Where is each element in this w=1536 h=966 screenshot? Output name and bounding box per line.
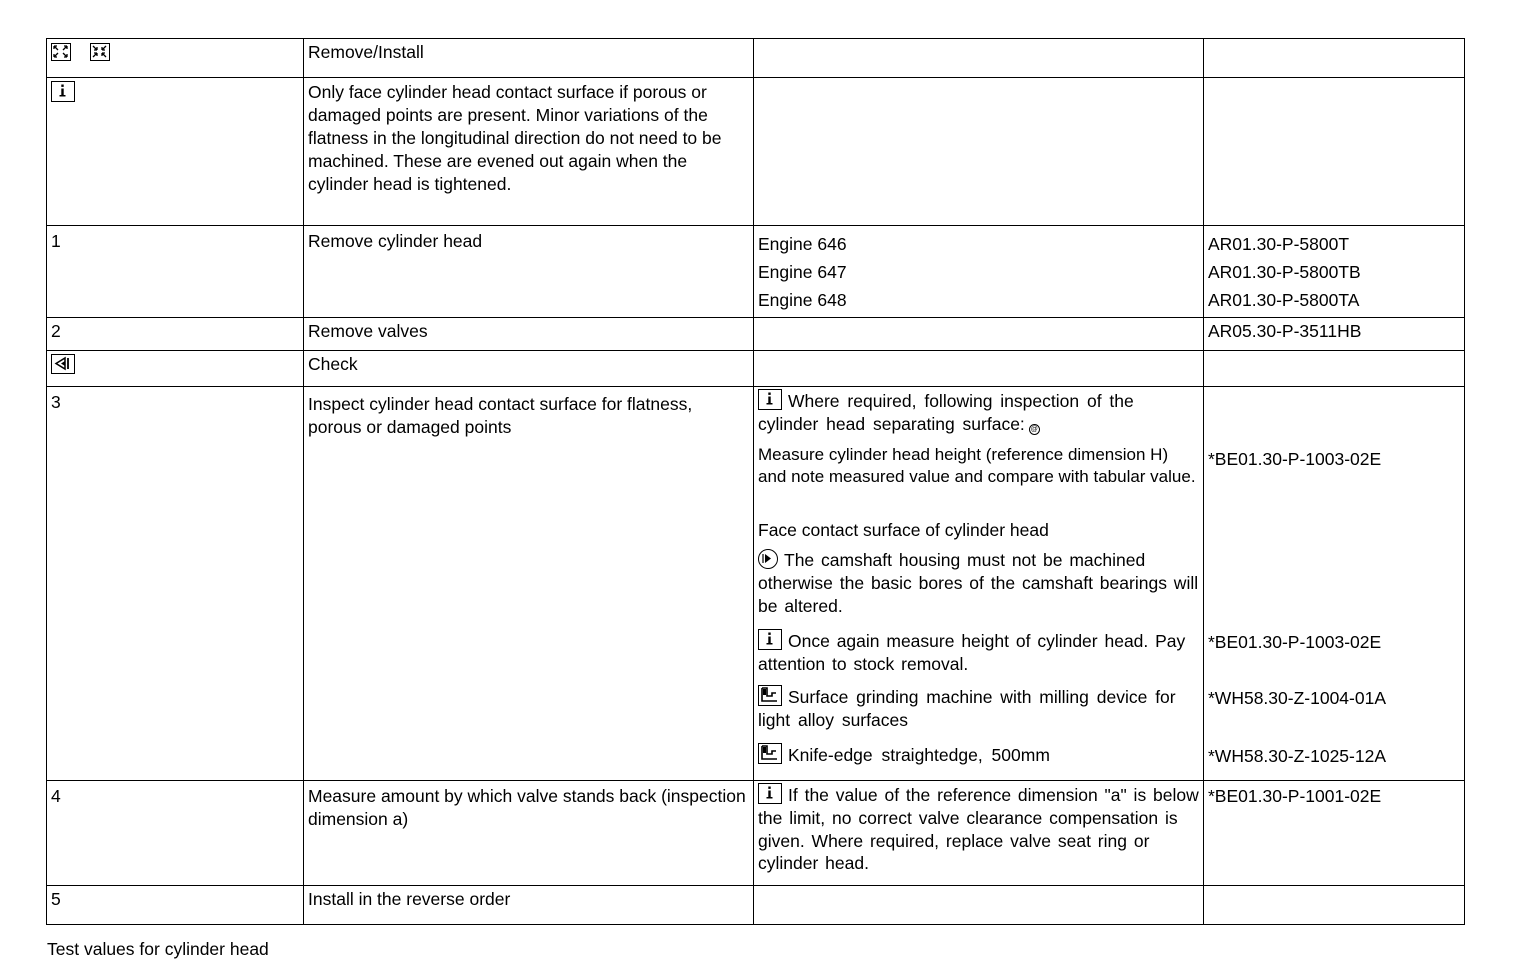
step-cell [47, 39, 304, 78]
detail-text: Where required, following inspection of the cylinder head separating surface: [758, 391, 1134, 434]
detail-block [758, 685, 1199, 743]
engine-variant: Engine 647 [758, 262, 847, 282]
remove-install-icon [90, 43, 110, 61]
tool-icon [758, 685, 782, 706]
table-row [47, 226, 1465, 318]
detail-cell [754, 886, 1204, 925]
reference-cell [1204, 886, 1465, 925]
detail-text: If the value of the reference dimension "a" is below the limit, no correct valve clearance compensation is given. Where required, replace valve seat ring or cylinder head. [758, 785, 1199, 874]
check-icon [51, 354, 75, 374]
action-cell: Check [304, 351, 754, 387]
table-row [47, 886, 1465, 925]
table-row [47, 39, 1465, 78]
info-icon [758, 629, 782, 650]
reference-link[interactable]: *WH58.30-Z-1004-01A [1208, 688, 1386, 708]
detail-text: Once again measure height of cylinder head. Pay attention to stock removal. [758, 631, 1186, 674]
reference-link[interactable]: AR01.30-P-5800TB [1208, 262, 1361, 282]
tool-icon [758, 743, 782, 764]
reference-cell [1204, 351, 1465, 387]
step-number: 4 [47, 781, 304, 886]
procedure-table [46, 38, 1465, 925]
detail-block: Measure cylinder head height (reference dimension H) and note measured value and compare with tabular value. [758, 445, 1196, 487]
step-number: 2 [47, 318, 304, 351]
detail-cell [754, 351, 1204, 387]
engine-variant: Engine 648 [758, 290, 847, 310]
detail-cell [754, 78, 1204, 226]
reference-cell [1204, 781, 1465, 886]
step-cell [47, 351, 304, 387]
reference-link[interactable]: *WH58.30-Z-1025-12A [1208, 746, 1386, 766]
table-row [47, 318, 1465, 351]
action-cell: Remove/Install [304, 39, 754, 78]
engine-variant: Engine 646 [758, 234, 847, 254]
reference-cell [1204, 387, 1465, 781]
reference-cell [1204, 318, 1465, 351]
reference-cell [1204, 39, 1465, 78]
at-symbol-icon: @ [1030, 425, 1038, 433]
action-cell: Remove valves [304, 318, 754, 351]
table-row [47, 387, 1465, 781]
info-icon [758, 783, 782, 804]
step-number: 3 [47, 387, 304, 781]
action-cell: Inspect cylinder head contact surface for flatness, porous or damaged points [304, 387, 754, 781]
caution-icon [758, 549, 778, 569]
step-number: 1 [47, 226, 304, 318]
detail-text: Surface grinding machine with milling device for light alloy surfaces [758, 687, 1176, 730]
remove-install-icon [51, 43, 71, 61]
detail-text: Knife-edge straightedge, 500mm [788, 745, 1050, 765]
reference-link[interactable]: *BE01.30-P-1003-02E [1208, 449, 1382, 469]
info-icon [758, 389, 782, 410]
step-cell [47, 78, 304, 226]
step-number: 5 [47, 886, 304, 925]
table-row [47, 781, 1465, 886]
detail-block [758, 389, 1199, 444]
reference-link[interactable]: AR01.30-P-5800T [1208, 234, 1350, 254]
reference-link[interactable]: *BE01.30-P-1001-02E [1208, 786, 1382, 806]
reference-cell [1204, 78, 1465, 226]
table-row [47, 351, 1465, 387]
detail-cell [754, 226, 1204, 318]
reference-link[interactable]: AR01.30-P-5800TA [1208, 290, 1360, 310]
table-row [47, 78, 1465, 226]
detail-block [758, 629, 1199, 685]
reference-link[interactable]: *BE01.30-P-1003-02E [1208, 632, 1382, 652]
action-cell: Install in the reverse order [304, 886, 754, 925]
detail-cell [754, 387, 1204, 781]
section-caption: Test values for cylinder head [47, 939, 269, 959]
action-cell: Measure amount by which valve stands back (inspection dimension a) [304, 781, 754, 886]
detail-block [758, 743, 1199, 767]
detail-cell [754, 318, 1204, 351]
detail-block: Face contact surface of cylinder head [758, 520, 1049, 540]
detail-text: The camshaft housing must not be machined otherwise the basic bores of the camshaft bearings will be altered. [758, 550, 1199, 616]
reference-cell [1204, 226, 1465, 318]
action-cell: Only face cylinder head contact surface if porous or damaged points are present. Minor variations of the flatness in the longitudinal direction do not need to be machined. These are evened out again when the cylinder head is tightened. [304, 78, 754, 226]
detail-cell [754, 39, 1204, 78]
info-icon [51, 81, 75, 102]
detail-cell [754, 781, 1204, 886]
detail-block [758, 549, 1199, 629]
action-cell: Remove cylinder head [304, 226, 754, 318]
reference-link[interactable]: AR05.30-P-3511HB [1208, 321, 1362, 341]
